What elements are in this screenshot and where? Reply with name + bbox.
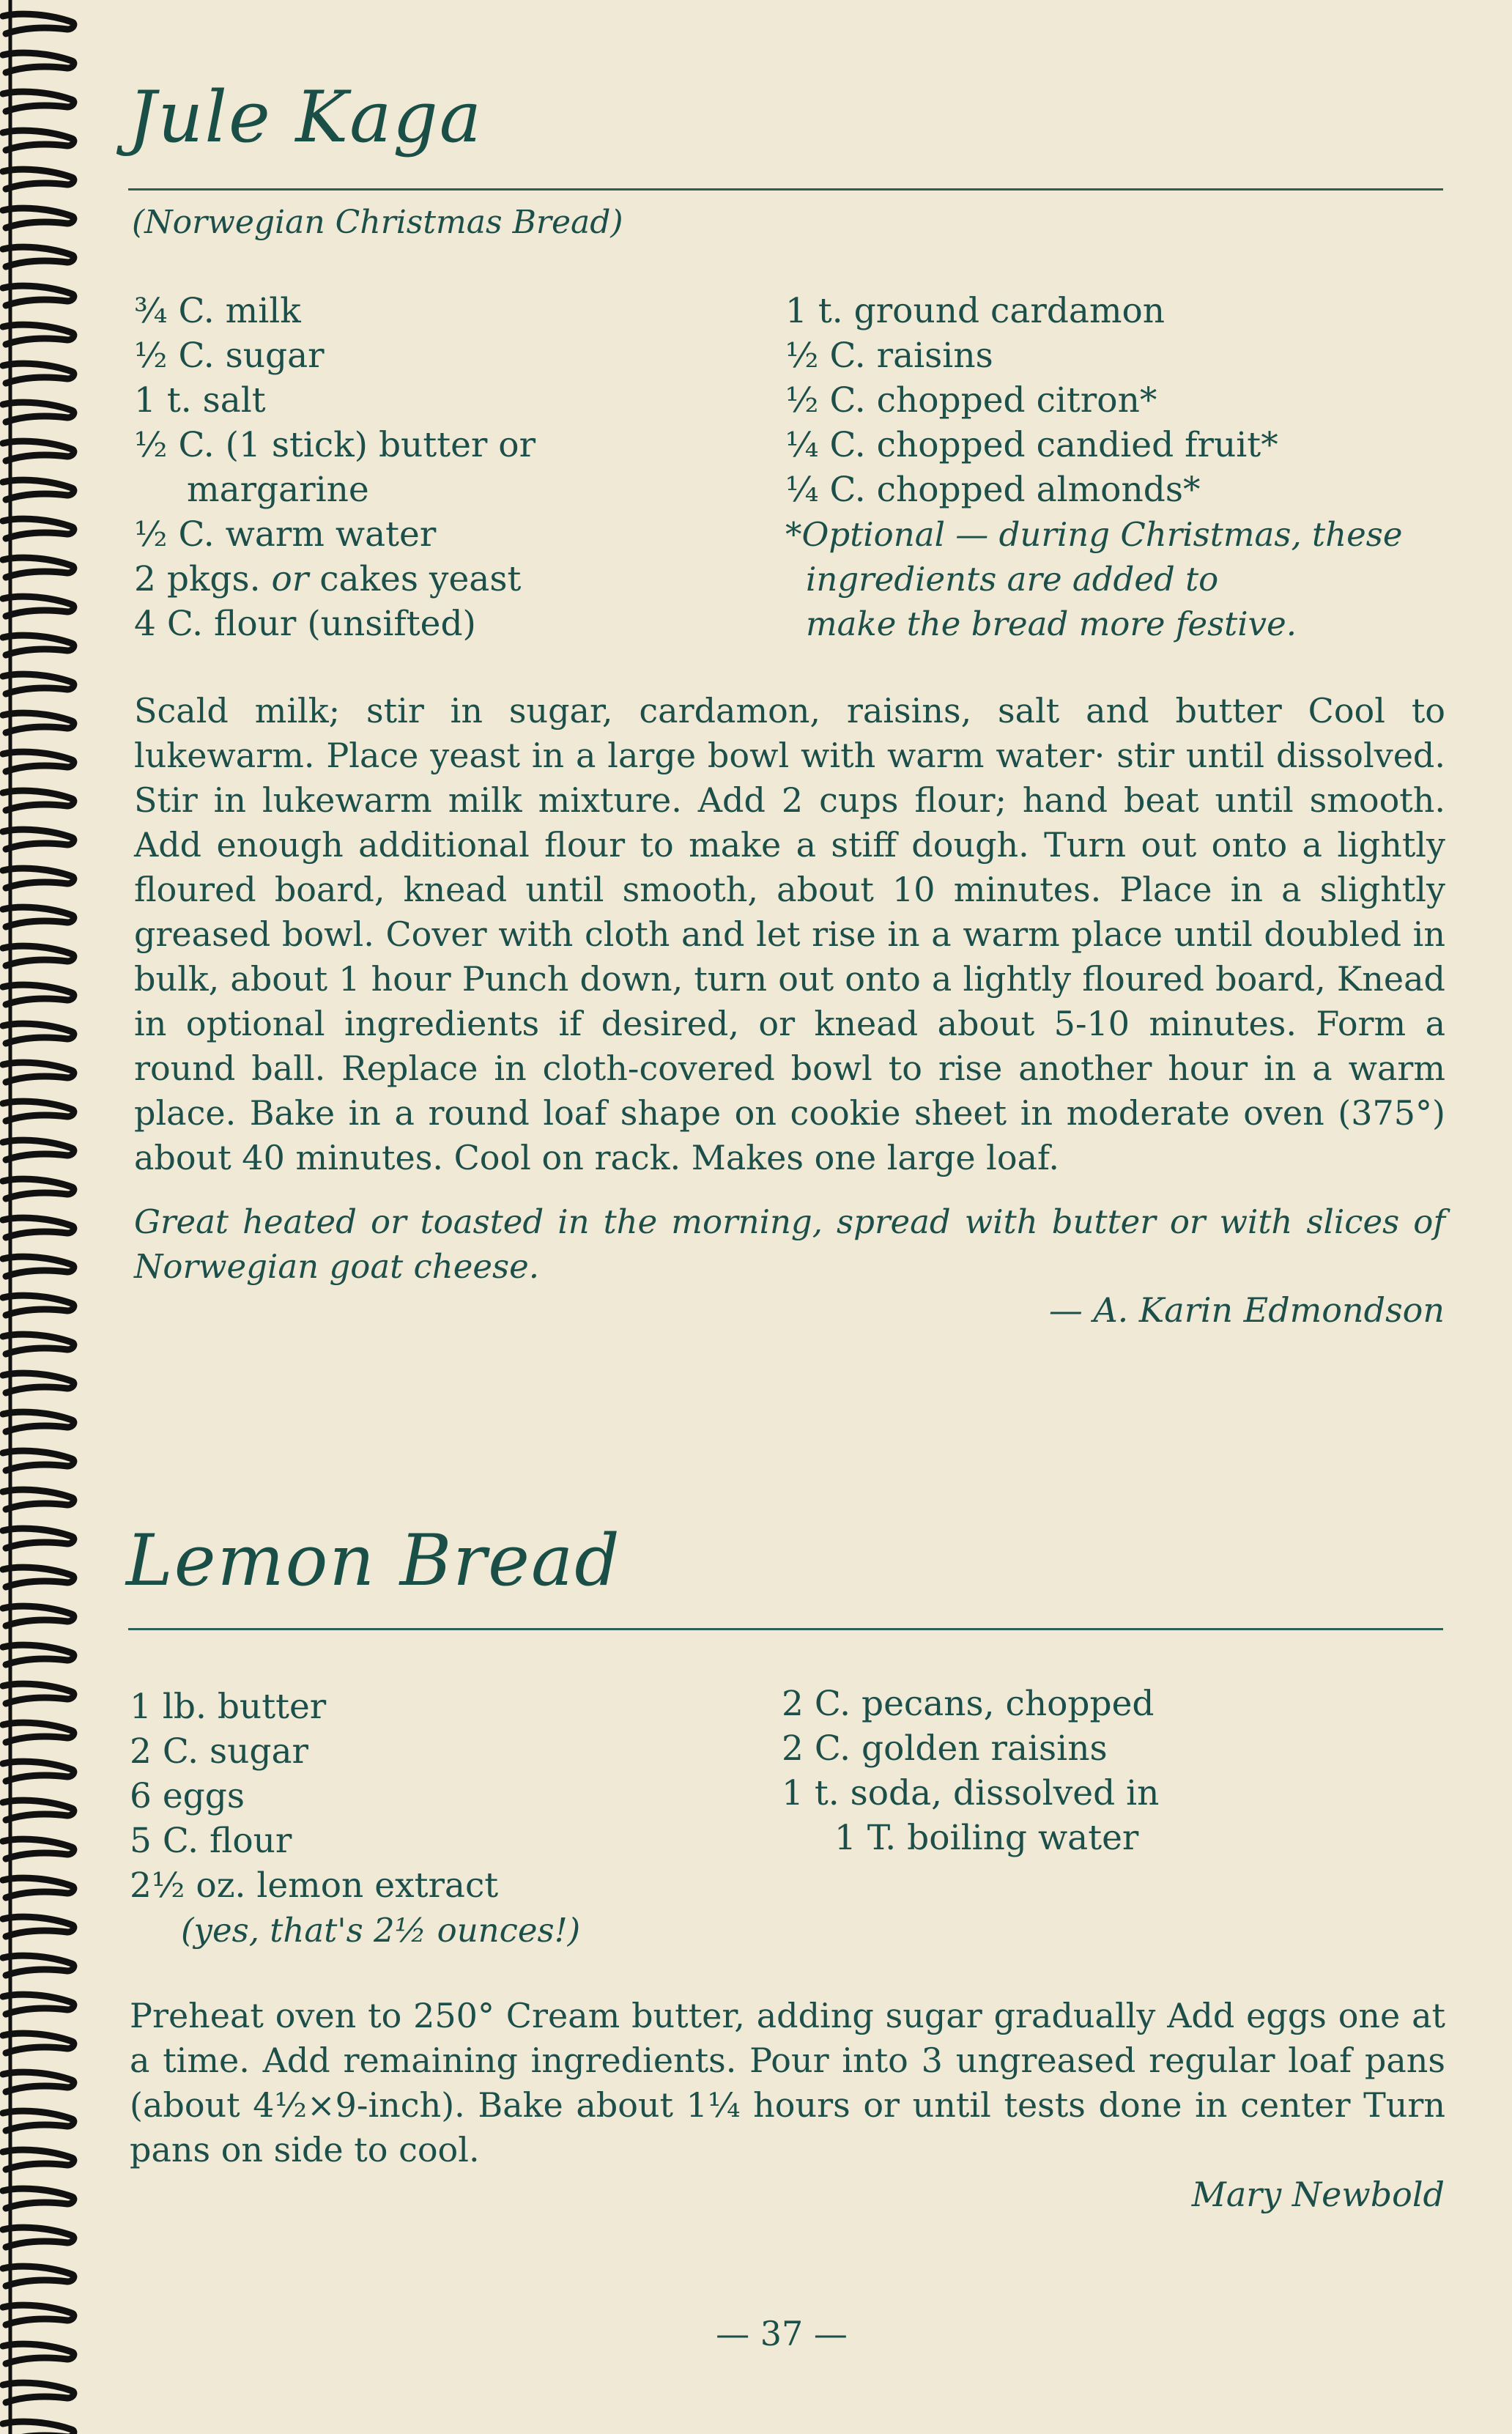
spiral-coil xyxy=(3,2111,74,2131)
spiral-coil xyxy=(3,1994,74,2014)
spiral-coil xyxy=(3,1839,74,1859)
spiral-coil xyxy=(3,1257,74,1276)
ingredient: 2½ oz. lemon extract xyxy=(130,1865,499,1906)
recipe-title-jule-kaga: Jule Kaga xyxy=(128,76,483,158)
ingredient: ½ C. sugar xyxy=(134,336,325,376)
spiral-coil xyxy=(3,1101,74,1121)
recipe-subtitle: (Norwegian Christmas Bread) xyxy=(132,204,623,241)
spiral-coil xyxy=(3,674,74,694)
directions-jule-kaga: Scald milk; stir in sugar, cardamon, raisins, salt and butter Cool to lukewarm. Place yeast in a large bowl with warm water· stir until dissolved. Stir in lukewarm milk mixture. Add 2 cups flour; hand beat until smooth. Add enough additional flour to make a stiff dough. Turn out onto a lightly floured board, knead until smooth, about 10 minutes. Place in a slightly greased bowl. Cover with cloth and let rise in a warm place until doubled in bulk, about 1 hour Punch down, turn out onto a lightly floured board, Knead in optional ingredients if desired, or knead about 5-10 minutes. Form a round ball. Replace in cloth-covered bowl to rise another hour in a warm place. Bake in a round loaf shape on cookie sheet in moderate oven (375°) about 40 minutes. Cool on rack. Makes one large loaf. xyxy=(134,691,1445,1177)
spiral-coil xyxy=(3,208,74,228)
spiral-coil xyxy=(3,1684,74,1704)
spiral-coil xyxy=(3,2150,74,2169)
spiral-coil xyxy=(3,868,74,888)
spiral-coil xyxy=(3,363,74,383)
spiral-coil xyxy=(3,1800,74,1820)
ingredients-left-lemon-bread xyxy=(130,1684,580,1953)
spiral-coil xyxy=(3,1024,74,1043)
ingredient: 1 t. soda, dissolved in xyxy=(782,1773,1160,1813)
ingredient-part: cakes yeast xyxy=(319,559,522,599)
author-lemon-bread: Mary Newbold xyxy=(1191,2175,1445,2214)
ingredient: 2 C. pecans, chopped xyxy=(782,1684,1155,1724)
serving-note: Great heated or toasted in the morning, spread with butter or with slices of Norwegian goat cheese. xyxy=(134,1202,1445,1286)
spiral-coil xyxy=(3,752,74,772)
spiral-coil xyxy=(3,53,74,73)
spiral-coil xyxy=(3,596,74,616)
spiral-coil xyxy=(3,325,74,344)
spiral-coil xyxy=(3,2383,74,2402)
optional-note: *Optional — during Christmas, these xyxy=(785,515,1403,554)
ingredient: ¼ C. chopped candied fruit* xyxy=(785,425,1278,465)
spiral-coil xyxy=(3,1878,74,1898)
spiral-coil xyxy=(3,1723,74,1742)
spiral-coil xyxy=(3,2072,74,2092)
spiral-coil xyxy=(3,441,74,461)
ingredient: ¾ C. milk xyxy=(134,291,301,331)
spiral-coil xyxy=(3,2266,74,2286)
spiral-coil xyxy=(3,1062,74,1082)
spiral-coil xyxy=(3,1645,74,1665)
directions-lemon-bread: Preheat oven to 250° Cream butter, adding sugar gradually Add eggs one at a time. Add remaining ingredients. Pour into 3 ungreased regular loaf pans (about 4½×9-inch). Bake about 1¼ hours or until tests done in center Turn pans on side to cool. xyxy=(130,1996,1445,2169)
ingredient-part: 2 pkgs. xyxy=(134,559,261,599)
spiral-coil xyxy=(3,946,74,966)
ingredient: 2 C. sugar xyxy=(130,1731,308,1772)
optional-note: ingredients are added to xyxy=(806,560,1219,599)
recipe-title-lemon-bread: Lemon Bread xyxy=(126,1520,621,1602)
spiral-coil xyxy=(3,169,74,189)
spiral-coil xyxy=(3,1917,74,1937)
spiral-coil xyxy=(3,829,74,849)
ingredient: ½ C. chopped citron* xyxy=(785,380,1157,421)
ingredient: 1 t. salt xyxy=(134,380,266,421)
page-number: — 37 — xyxy=(716,2314,848,2353)
spiral-coil xyxy=(3,713,74,733)
spiral-coil xyxy=(3,985,74,1005)
spiral-coil xyxy=(3,14,74,34)
ingredient: ½ C. (1 stick) butter or xyxy=(134,425,536,465)
title-rule xyxy=(128,1628,1443,1630)
ingredient: margarine xyxy=(187,470,369,510)
spiral-coil xyxy=(3,1373,74,1393)
spiral-coil xyxy=(3,480,74,500)
spiral-coil xyxy=(3,1451,74,1471)
ingredient: 2 C. golden raisins xyxy=(782,1728,1108,1769)
spiral-coil xyxy=(3,1412,74,1432)
ingredient: ¼ C. chopped almonds* xyxy=(785,470,1201,510)
spiral-coil xyxy=(3,2033,74,2053)
spiral-coil xyxy=(3,1956,74,1975)
ingredient-note: (yes, that's 2½ ounces!) xyxy=(181,1911,581,1950)
ingredient: 1 T. boiling water xyxy=(834,1818,1139,1858)
ingredient: 5 C. flour xyxy=(130,1821,292,1861)
optional-note: make the bread more festive. xyxy=(806,604,1297,643)
spiral-coil xyxy=(3,635,74,655)
ingredient: 6 eggs xyxy=(130,1776,245,1816)
ingredient: 4 C. flour (unsifted) xyxy=(134,604,476,644)
spiral-coil xyxy=(3,519,74,539)
spiral-coil xyxy=(3,1528,74,1548)
spiral-coil xyxy=(3,558,74,577)
spiral-coil xyxy=(3,247,74,267)
spiral-coil xyxy=(3,1218,74,1238)
spiral-coil xyxy=(3,1606,74,1626)
ingredient: 1 lb. butter xyxy=(130,1687,327,1727)
ingredient xyxy=(134,557,536,602)
spiral-coil xyxy=(3,2227,74,2247)
spiral-coil xyxy=(3,2422,74,2434)
ingredient: 1 t. ground cardamon xyxy=(785,291,1166,331)
title-rule xyxy=(128,188,1443,190)
spiral-coil xyxy=(3,130,74,150)
spiral-coil xyxy=(3,1295,74,1315)
ingredient: ½ C. warm water xyxy=(134,514,437,555)
spiral-coil xyxy=(3,791,74,810)
spiral-coil xyxy=(3,2189,74,2208)
spiral-coil xyxy=(3,286,74,306)
ingredients-right-lemon-bread xyxy=(782,1682,1159,1860)
spiral-coil xyxy=(3,1179,74,1199)
spiral-coil xyxy=(3,402,74,422)
spiral-coil xyxy=(3,92,74,111)
ingredients-right-jule-kaga xyxy=(785,289,1402,646)
spiral-coil xyxy=(3,1140,74,1160)
author-jule-kaga: — A. Karin Edmondson xyxy=(1048,1290,1445,1330)
spiral-coil xyxy=(3,1761,74,1781)
ingredients-left-jule-kaga xyxy=(134,289,536,646)
spiral-coil xyxy=(3,1490,74,1509)
spiral-coil xyxy=(3,1567,74,1587)
spiral-binding xyxy=(0,0,95,2434)
spiral-coil xyxy=(3,907,74,927)
ingredient: ½ C. raisins xyxy=(785,336,993,376)
spiral-coil xyxy=(3,1334,74,1354)
ingredient-or: or xyxy=(271,559,309,599)
